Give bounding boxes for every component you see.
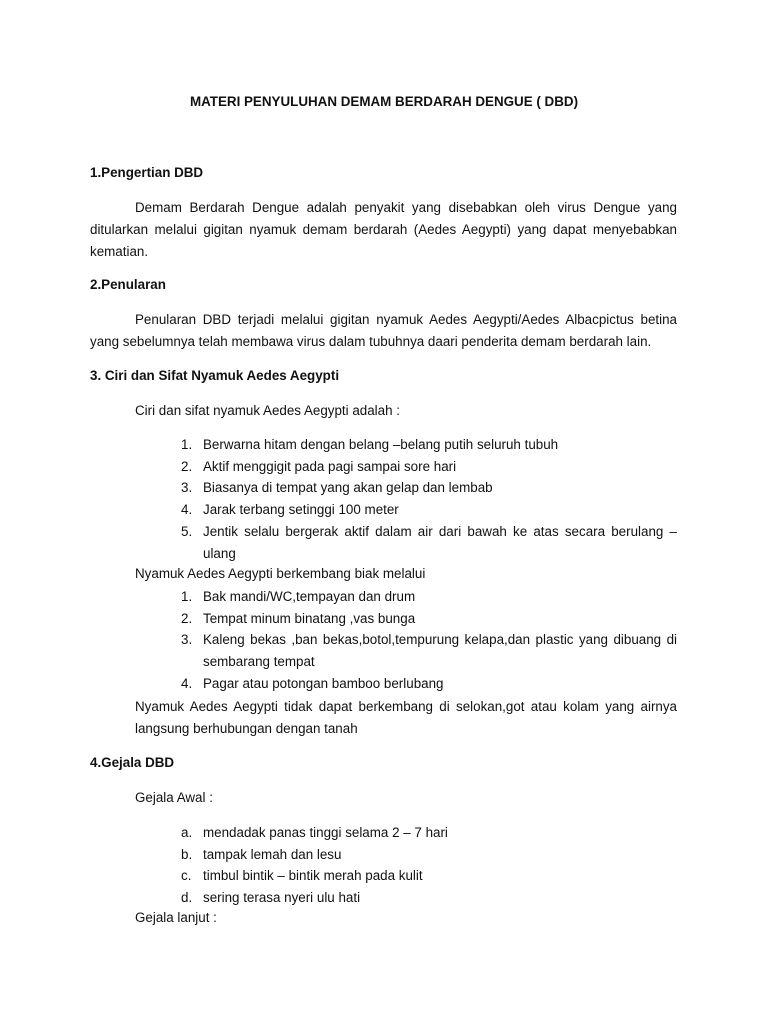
traits-intro: Ciri dan sifat nyamuk Aedes Aegypti adalah : (135, 403, 400, 418)
breeding-intro: Nyamuk Aedes Aegypti berkembang biak melalui (135, 566, 426, 581)
list-number: 3. (181, 632, 193, 648)
breeding-closing: Nyamuk Aedes Aegypti tidak dapat berkembang di selokan,got atau kolam yang airnya langsung berhubungan dengan tanah (135, 699, 677, 736)
document-title: MATERI PENYULUHAN DEMAM BERDARAH DENGUE ( DBD) (189, 94, 579, 109)
traits-list (0, 434, 677, 564)
list-item (0, 586, 677, 608)
list-letter: a. (181, 825, 193, 840)
list-item (0, 608, 677, 630)
breeding-list (0, 586, 677, 695)
list-text: Bak mandi/WC,tempayan dan drum (203, 589, 416, 604)
early-symptoms-label: Gejala Awal : (135, 790, 213, 805)
list-letter: b. (181, 846, 193, 862)
list-item (0, 477, 677, 499)
section-heading-penularan: 2.Penularan (90, 277, 166, 292)
paragraph-penularan (90, 309, 677, 353)
list-item (0, 434, 677, 456)
list-number: 5. (181, 523, 193, 539)
list-item (0, 844, 677, 866)
list-text: Aktif menggigit pada pagi sampai sore hari (203, 458, 457, 474)
list-text: mendadak panas tinggi selama 2 – 7 hari (203, 825, 448, 840)
list-text: sering terasa nyeri ulu hati (203, 890, 361, 906)
early-symptoms-list (0, 822, 677, 909)
paragraph-penularan-text: Penularan DBD terjadi melalui gigitan nyamuk Aedes Aegypti/Aedes Albacpictus betina yang sebelumnya telah membawa virus dalam tubuhnya daari penderita demam berdarah lain. (90, 312, 677, 349)
list-number: 3. (181, 480, 193, 496)
list-item (0, 887, 677, 909)
list-text: Biasanya di tempat yang akan gelap dan lembab (203, 480, 493, 496)
list-number: 2. (181, 458, 193, 474)
section-heading-ciri: 3. Ciri dan Sifat Nyamuk Aedes Aegypti (90, 368, 340, 383)
list-text: Kaleng bekas ,ban bekas,botol,tempurung kelapa,dan plastic yang dibuang di sembarang tempat (203, 632, 677, 670)
section-heading-gejala: 4.Gejala DBD (90, 755, 175, 770)
paragraph-pengertian (90, 197, 677, 263)
list-item (0, 822, 677, 844)
list-number: 2. (181, 610, 193, 626)
list-item (0, 865, 677, 887)
list-letter: d. (181, 890, 193, 906)
list-letter: c. (181, 868, 192, 884)
section-heading-pengertian: 1.Pengertian DBD (90, 165, 204, 180)
list-text: timbul bintik – bintik merah pada kulit (203, 868, 423, 884)
list-text: Berwarna hitam dengan belang –belang putih seluruh tubuh (203, 437, 559, 452)
list-number: 1. (181, 437, 193, 452)
list-text: Tempat minum binatang ,vas bunga (203, 610, 416, 626)
list-item (0, 521, 677, 564)
list-text: Pagar atau potongan bamboo berlubang (203, 675, 444, 691)
list-text: tampak lemah dan lesu (203, 846, 342, 862)
list-number: 1. (181, 589, 193, 604)
paragraph-pengertian-text: Demam Berdarah Dengue adalah penyakit yang disebabkan oleh virus Dengue yang ditularkan melalui gigitan nyamuk demam berdarah (Aedes Aegypti) yang dapat menyebabkan kematian. (90, 200, 677, 259)
list-item (0, 456, 677, 478)
list-number: 4. (181, 502, 193, 518)
late-symptoms-label: Gejala lanjut : (135, 910, 217, 925)
list-item (0, 499, 677, 521)
list-item (0, 629, 677, 672)
list-item (0, 673, 677, 695)
list-text: Jentik selalu bergerak aktif dalam air dari bawah ke atas secara berulang – ulang (203, 523, 677, 561)
list-text: Jarak terbang setinggi 100 meter (203, 502, 399, 518)
list-number: 4. (181, 675, 193, 691)
